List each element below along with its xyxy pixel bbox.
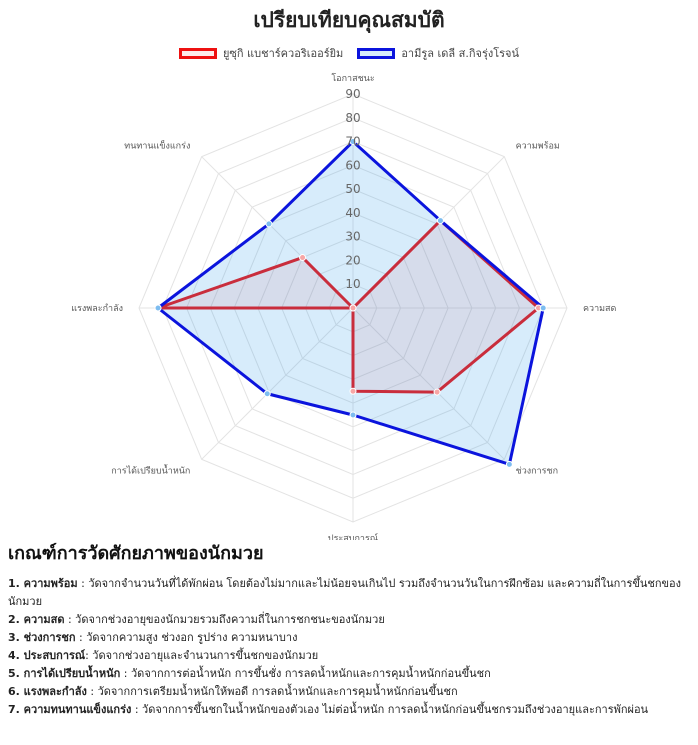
criteria-heading: เกณฑ์การวัดศักยภาพของนักมวย <box>8 543 264 564</box>
criteria-item <box>8 575 692 611</box>
criteria-item <box>8 701 692 719</box>
criteria-term: 7. ความทนทานแข็งแกร่ง <box>8 703 132 716</box>
criteria-list <box>8 575 692 719</box>
data-point <box>434 389 440 395</box>
axis-label: ช่วงการชก <box>515 466 559 477</box>
data-point <box>264 391 270 397</box>
criteria-desc: : วัดจากจำนวนวันที่ได้พักผ่อน โดยต้องไม่มากและไม่น้อยจนเกินไป รวมถึงจำนวนวันในการฝึกซ้อม และความถี่ในการขึ้นชกของนักมวย <box>8 577 682 608</box>
tick-label: 30 <box>345 229 361 244</box>
data-point <box>437 218 443 224</box>
criteria-item <box>8 629 692 647</box>
data-point <box>350 412 356 418</box>
criteria-term: 2. ความสด <box>8 613 65 626</box>
tick-label: 60 <box>345 158 361 173</box>
chart-title: เปรียบเทียบคุณสมบัติ <box>253 8 445 32</box>
criteria-desc: : วัดจากช่วงอายุของนักมวยรวมถึงความถี่ในการชกชนะของนักมวย <box>64 613 385 626</box>
criteria-item <box>8 611 692 629</box>
legend-label-series-2: อามีรูล เดลี ส.กิจรุ่งโรจน์ <box>401 47 520 60</box>
data-point <box>350 388 356 394</box>
data-point <box>300 255 306 261</box>
axis-label: แรงพละกำลัง <box>71 304 123 314</box>
criteria-term: 3. ช่วงการชก <box>8 631 76 644</box>
axis-label: ความพร้อม <box>515 141 560 152</box>
tick-label: 80 <box>345 110 361 125</box>
criteria-item <box>8 683 692 701</box>
axis-label: โอกาสชนะ <box>331 74 375 84</box>
axis-label: การได้เปรียบน้ำหนัก <box>111 466 191 477</box>
axis-label: ความสด <box>583 304 617 314</box>
axis-label: ทนทานแข็งแกร่ง <box>124 141 191 152</box>
criteria-section <box>8 538 692 719</box>
tick-label: 70 <box>345 134 361 149</box>
criteria-item <box>8 665 692 683</box>
tick-label: 90 <box>345 87 361 101</box>
data-point <box>540 305 546 311</box>
criteria-term: 6. แรงพละกำลัง <box>8 685 87 698</box>
data-point <box>506 461 512 467</box>
data-point <box>350 305 356 311</box>
legend-label-series-1: ยูซุกิ แบชาร์ควอริเออร์ยิม <box>222 47 344 60</box>
criteria-desc: : วัดจากความสูง ช่วงอก รูปร่าง ความหนาบาง <box>75 631 298 644</box>
criteria-desc: : วัดจากการขึ้นชกในน้ำหนักของตัวเอง ไม่ต่อน้ำหนัก การลดน้ำหนักก่อนขึ้นชกรวมถึงช่วงอายุและการพักผ่อน <box>131 703 649 716</box>
tick-label: 50 <box>345 182 361 197</box>
data-point <box>266 221 272 227</box>
tick-label: 10 <box>345 277 361 292</box>
criteria-term: 1. ความพร้อม <box>8 577 78 590</box>
criteria-term: 4. ประสบการณ์ <box>8 649 86 662</box>
criteria-item <box>8 647 692 665</box>
criteria-term: 5. การได้เปรียบน้ำหนัก <box>8 667 121 680</box>
data-point <box>155 305 161 311</box>
tick-label: 40 <box>345 205 361 220</box>
criteria-desc: : วัดจากการต่อน้ำหนัก การขึ้นชั่ง การลดน้ำหนักและการคุมน้ำหนักก่อนขึ้นชก <box>120 667 491 680</box>
criteria-desc: : วัดจากการเตรียมน้ำหนักให้พอดี การลดน้ำหนักและการคุมน้ำหนักก่อนขึ้นชก <box>86 685 458 698</box>
tick-label: 20 <box>345 253 361 268</box>
axis-label: ประสบการณ์ <box>327 534 379 540</box>
criteria-desc: : วัดจากช่วงอายุและจำนวนการขึ้นชกของนักมวย <box>85 649 319 662</box>
